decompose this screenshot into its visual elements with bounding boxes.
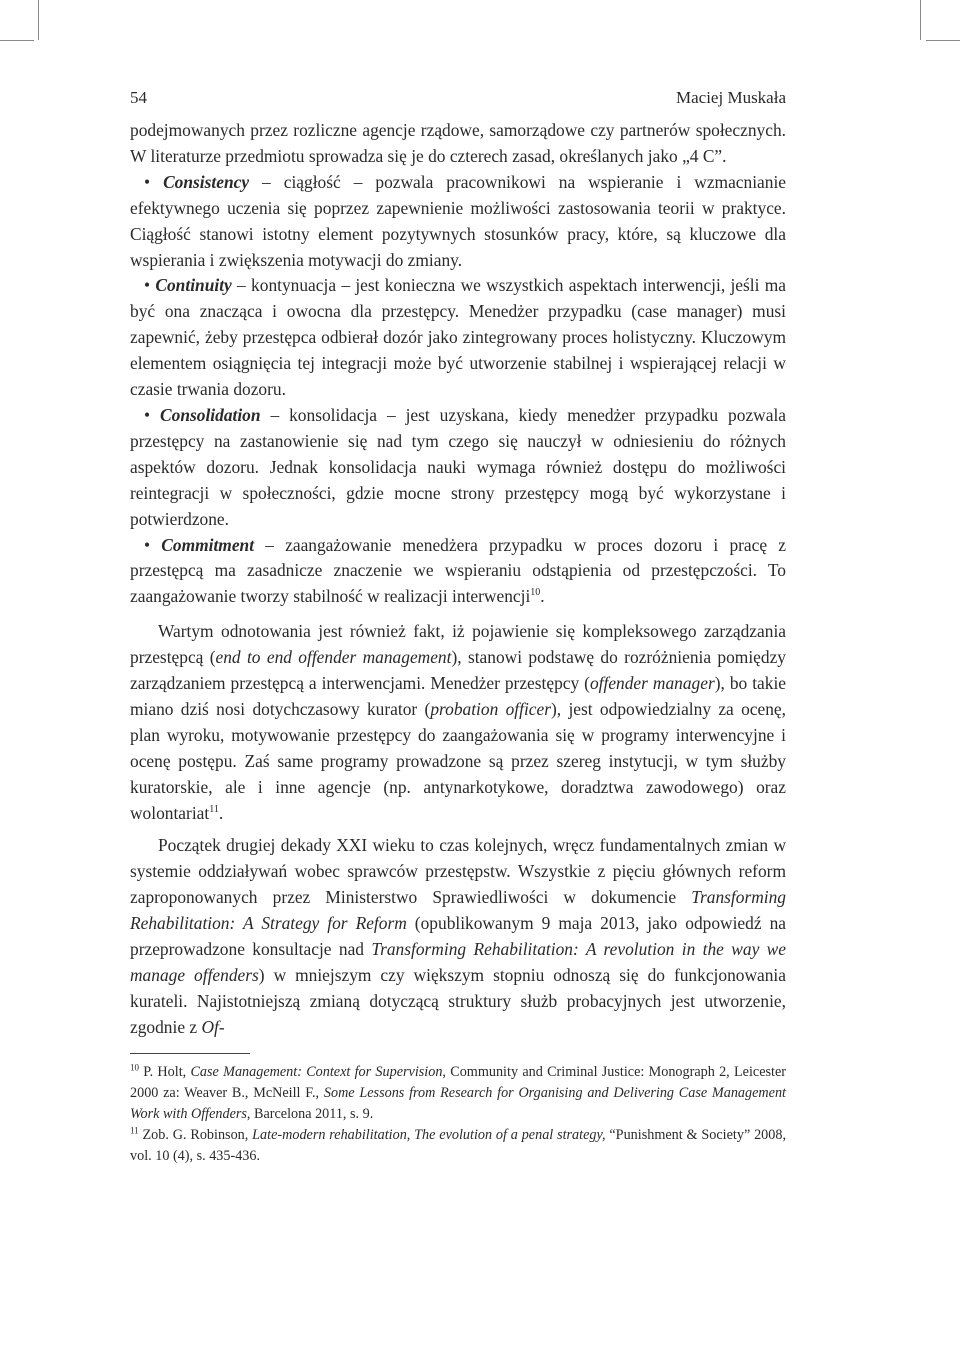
bullet-term: Commitment	[161, 534, 255, 555]
text-run: Zob. G. Robinson,	[138, 1126, 253, 1143]
text-run: ) w mniejszym czy większym stopniu odnoszą się do funkcjonowania kurateli. Najistotniejszą zmianą dotyczącą struktury służb probacyjnych jest utworzenie, zgodnie z	[130, 965, 786, 1037]
punctuation: .	[540, 586, 545, 607]
bullet-text: – konsolidacja – jest uzyskana, kiedy menedżer przypadku pozwala przestępcy na zastanowienie się nad tym czego się nauczył w odniesieniu do różnych aspektów dozoru. Jednak konsolidacja nauki wymaga również dostępu do możliwości reintegracji w społeczności, gdzie mocne strony przestępcy mogą być wykorzystane i potwierdzone.	[130, 404, 786, 529]
italic-term: offender manager	[589, 673, 715, 694]
bullet-consistency: • Consistency – ciągłość – pozwala pracownikowi na wspieranie i wzmacnianie efektywnego uczenia się poprzez zapewnienie możliwości zastosowania teorii w praktyce. Ciągłość stanowi istotny element pozytywnych stosunków pracy, które, są kluczowe dla wspierania i zwiększenia motywacji do zmiany.	[130, 171, 787, 270]
footnotes	[130, 1062, 786, 1167]
footnote-ref[interactable]: 11	[209, 803, 219, 815]
text-run: ), stanowi podstawę do rozróżnienia pomiędzy zarządzaniem przestępcą a interwencjami. Menedżer przestępcy (	[130, 647, 786, 694]
footnote-11	[130, 1125, 786, 1167]
footnote-separator	[130, 1053, 250, 1054]
bullet-text: – ciągłość – pozwala pracownikowi na wspieranie i wzmacnianie efektywnego uczenia się poprzez zapewnienie możliwości zastosowania teorii w praktyce. Ciągłość stanowi istotny element pozytywnych stosunków pracy, które, są kluczowe dla wspierania i zwiększenia motywacji do zmiany.	[130, 171, 787, 270]
continued-paragraph: podejmowanych przez rozliczne agencje rządowe, samorządowe czy partnerów społecznych. W literaturze przedmiotu sprowadza się je do czterech zasad, określanych jako „4 C”.	[130, 120, 786, 166]
text-run: , Community and Criminal Justice: Monograph 2, Leicester 2000 za: Weaver B., McNeill F.,	[130, 1063, 786, 1101]
italic-title: Transforming Rehabilitation: A Strategy for Reform	[130, 887, 786, 934]
bullet-text: – zaangażowanie menedżera przypadku w proces dozoru i pracę z przestępcą ma zasadnicze znaczenie we wspieraniu odstąpienia od przestępczości. To zaangażowanie tworzy stabilność w realizacji interwencji	[130, 534, 786, 607]
footnote-10	[130, 1062, 786, 1125]
bullet-term: Consistency	[163, 171, 250, 192]
footnote-number: 10	[130, 1061, 139, 1072]
running-header	[130, 86, 786, 110]
paragraph-offender-management	[130, 619, 786, 826]
bullet-consolidation: • Consolidation – konsolidacja – jest uzyskana, kiedy menedżer przypadku pozwala przestępcy na zastanowienie się nad tym czego się nauczył w odniesieniu do różnych aspektów dozoru. Jednak konsolidacja nauki wymaga również dostępu do możliwości reintegracji w społeczności, gdzie mocne strony przestępcy mogą być wykorzystane i potwierdzone.	[130, 404, 786, 529]
running-title: Maciej Muskała	[676, 88, 786, 107]
text-run: P. Holt,	[139, 1063, 191, 1080]
text-run: (opublikowanym 9 maja 2013, jako odpowiedź na przeprowadzone konsultacje nad	[130, 913, 786, 960]
text-run: , Barcelona 2011, s. 9.	[246, 1105, 374, 1122]
text-run: ), jest odpowiedzialny za ocenę, plan wyroku, motywowanie przestępcy do zaangażowania się w programy interwencyjne i ocenę postępu. Zaś same programy prowadzone są przez szereg instytucji, w tym służby kuratorskie, ale i inne agencje (np. antynarkotykowe, doradztwa zawodowego) oraz wolontariat	[130, 698, 786, 823]
crop-mark-left	[0, 40, 34, 41]
bullet-term: Consolidation	[160, 404, 261, 425]
page-number: 54	[130, 88, 147, 107]
punctuation: .	[218, 802, 224, 823]
italic-title: Case Management: Context for Supervision	[190, 1063, 443, 1080]
italic-title: Late-modern rehabilitation, The evolution of a penal strategy,	[252, 1126, 606, 1143]
crop-mark-top-left	[38, 0, 39, 40]
bullet-continuity: • Continuity – kontynuacja – jest konieczna we wszystkich aspektach interwencji, jeśli ma być ona znacząca i owocna dla przestępcy. Menedżer przypadku (case manager) musi zapewnić, żeby przestępca odbierał dozór jako zintegrowany proces holistyczny. Kluczowym elementem osiągnięcia tej integracji może być utworzenie stabilnej i wspierającej relacji w czasie trwania dozoru.	[130, 275, 786, 400]
text-run: Początek drugiej dekady XXI wieku to czas kolejnych, wręcz fundamentalnych zmian w systemie oddziaływań wobec sprawców przestępstw. Wszystkie z pięciu głównych reform zaproponowanych przez Ministerstwo Sprawiedliwości w dokumencie	[130, 835, 786, 908]
crop-mark-right	[926, 40, 960, 41]
italic-term: probation officer	[430, 698, 551, 719]
italic-title: Transforming Rehabilitation: A revolution in the way we manage offenders	[130, 939, 786, 985]
body-text	[130, 118, 786, 1041]
bullet-text: – kontynuacja – jest konieczna we wszystkich aspektach interwencji, jeśli ma być ona znacząca i owocna dla przestępcy. Menedżer przypadku (case manager) musi zapewnić, żeby przestępca odbierał dozór jako zintegrowany proces holistyczny. Kluczowym elementem osiągnięcia tej integracji może być utworzenie stabilnej i wspierającej relacji w czasie trwania dozoru.	[130, 275, 786, 400]
bullet-term: Continuity	[155, 275, 232, 296]
italic-term: end to end offender management	[215, 647, 452, 668]
text-run: ), bo takie miano dziś nosi dotychczasowy kurator (	[130, 673, 786, 719]
footnote-number: 11	[130, 1124, 139, 1135]
crop-mark-top-right	[920, 0, 921, 40]
text-run: Wartym odnotowania jest również fakt, iż pojawienie się kompleksowego zarządzania przestępcą (	[130, 621, 786, 668]
bullet-commitment: • Commitment – zaangażowanie menedżera przypadku w proces dozoru i pracę z przestępcą ma zasadnicze znaczenie we wspieraniu odstąpienia od przestępczości. To zaangażowanie tworzy stabilność w realizacji interwencji$^{10}$.	[130, 534, 786, 607]
footnote-ref[interactable]: 10	[530, 587, 541, 599]
book-page	[130, 86, 786, 1167]
text-run: “Punishment & Society” 2008, vol. 10 (4), s. 435-436.	[130, 1126, 786, 1164]
italic-term: Of-	[201, 1016, 225, 1037]
paragraph-reforms	[130, 833, 786, 1040]
italic-title: Some Lessons from Research for Organising and Delivering Case Management Work with Offenders	[130, 1084, 786, 1122]
